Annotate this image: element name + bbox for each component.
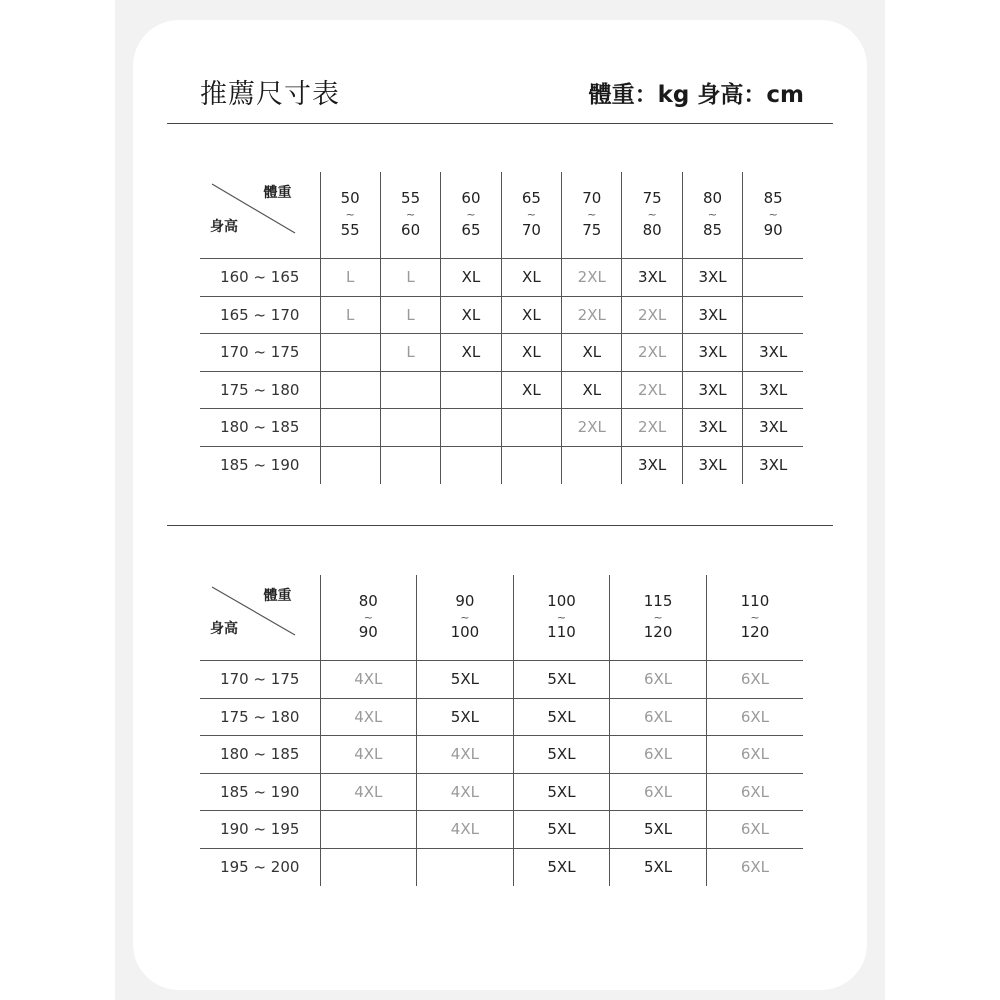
size-cell bbox=[417, 848, 514, 886]
table-row bbox=[200, 446, 803, 484]
weight-label: 體重 bbox=[263, 588, 292, 604]
weight-from: 55 bbox=[401, 189, 421, 208]
weight-range-header bbox=[501, 172, 561, 259]
size-cell: XL bbox=[562, 371, 622, 409]
table-row bbox=[200, 661, 803, 699]
weight-label: 體重 bbox=[263, 185, 292, 201]
weight-to: 90 bbox=[763, 220, 783, 239]
table-row bbox=[200, 811, 803, 849]
size-cell: 6XL bbox=[610, 773, 707, 811]
size-cell: 6XL bbox=[706, 848, 803, 886]
size-table-1 bbox=[200, 172, 803, 484]
weight-from: 90 bbox=[455, 591, 475, 610]
size-cell: 2XL bbox=[622, 409, 682, 447]
weight-to: 70 bbox=[521, 220, 541, 239]
weight-range-header bbox=[380, 172, 440, 259]
height-range: 170 ~ 175 bbox=[200, 661, 320, 699]
size-cell: XL bbox=[501, 334, 561, 372]
size-cell bbox=[320, 811, 417, 849]
weight-to: 80 bbox=[642, 220, 662, 239]
size-cell: XL bbox=[441, 296, 501, 334]
size-cell: L bbox=[320, 259, 380, 297]
size-cell bbox=[441, 446, 501, 484]
size-cell: 3XL bbox=[682, 446, 742, 484]
size-cell: XL bbox=[501, 259, 561, 297]
size-cell: 6XL bbox=[706, 773, 803, 811]
tilde: ~ bbox=[556, 610, 567, 624]
size-cell: 3XL bbox=[682, 334, 742, 372]
size-cell: 5XL bbox=[417, 661, 514, 699]
corner-cell bbox=[200, 172, 320, 259]
weight-to: 60 bbox=[401, 220, 421, 239]
table-row bbox=[200, 736, 803, 774]
weight-from: 80 bbox=[358, 591, 378, 610]
size-cell: 6XL bbox=[706, 811, 803, 849]
size-cell: 6XL bbox=[706, 661, 803, 699]
size-cell: 5XL bbox=[513, 773, 610, 811]
tilde: ~ bbox=[768, 208, 778, 222]
size-cell: 6XL bbox=[706, 736, 803, 774]
tilde: ~ bbox=[466, 208, 476, 222]
tilde: ~ bbox=[750, 610, 760, 624]
weight-to: 55 bbox=[340, 220, 360, 239]
size-cell: 3XL bbox=[682, 259, 742, 297]
table-row bbox=[200, 773, 803, 811]
size-cell bbox=[743, 259, 803, 297]
size-cell bbox=[441, 371, 501, 409]
weight-to: 75 bbox=[582, 220, 602, 239]
size-cell: 4XL bbox=[417, 811, 514, 849]
size-cell: 3XL bbox=[682, 296, 742, 334]
tilde: ~ bbox=[647, 208, 657, 222]
table-row bbox=[200, 334, 803, 372]
size-cell bbox=[501, 409, 561, 447]
size-cell bbox=[320, 446, 380, 484]
table-row bbox=[200, 848, 803, 886]
size-cell: 4XL bbox=[320, 736, 417, 774]
weight-to: 85 bbox=[702, 220, 723, 239]
weight-from: 50 bbox=[340, 189, 360, 208]
size-cell bbox=[380, 371, 440, 409]
weight-from: 65 bbox=[521, 189, 541, 208]
weight-from: 115 bbox=[643, 591, 673, 610]
size-cell: 3XL bbox=[743, 446, 803, 484]
size-cell: 4XL bbox=[320, 773, 417, 811]
weight-range-header bbox=[320, 172, 380, 259]
size-cell bbox=[320, 334, 380, 372]
size-cell: L bbox=[380, 259, 440, 297]
weight-to: 65 bbox=[461, 220, 481, 239]
size-cell: XL bbox=[501, 371, 561, 409]
size-cell: 3XL bbox=[682, 371, 742, 409]
corner-cell bbox=[200, 575, 320, 661]
size-cell bbox=[441, 409, 501, 447]
size-cell: 5XL bbox=[513, 811, 610, 849]
size-cell: XL bbox=[441, 259, 501, 297]
size-cell: 2XL bbox=[622, 334, 682, 372]
height-range: 165 ~ 170 bbox=[200, 296, 320, 334]
weight-from: 110 bbox=[740, 591, 770, 610]
weight-range-header bbox=[706, 575, 803, 661]
size-cell: 3XL bbox=[682, 409, 742, 447]
tilde: ~ bbox=[587, 208, 597, 222]
size-cell: 6XL bbox=[610, 736, 707, 774]
size-cell: 4XL bbox=[320, 698, 417, 736]
table-row bbox=[200, 409, 803, 447]
tilde: ~ bbox=[526, 208, 536, 222]
size-cell: 3XL bbox=[743, 371, 803, 409]
tilde: ~ bbox=[707, 208, 718, 222]
height-range: 195 ~ 200 bbox=[220, 858, 300, 876]
height-range: 180 ~ 185 bbox=[200, 409, 320, 447]
size-cell: 5XL bbox=[513, 698, 610, 736]
size-cell: 6XL bbox=[706, 698, 803, 736]
size-cell: 5XL bbox=[513, 661, 610, 699]
size-cell bbox=[501, 446, 561, 484]
size-cell: 2XL bbox=[562, 296, 622, 334]
height-range: 170 ~ 175 bbox=[200, 334, 320, 372]
size-cell bbox=[380, 409, 440, 447]
size-cell: 5XL bbox=[513, 848, 610, 886]
weight-range-header bbox=[610, 575, 707, 661]
weight-range-header bbox=[562, 172, 622, 259]
weight-from: 80 bbox=[702, 189, 723, 208]
tilde: ~ bbox=[653, 610, 663, 624]
page-title: 推薦尺寸表 bbox=[200, 79, 340, 110]
size-cell bbox=[320, 848, 417, 886]
size-cell: 2XL bbox=[562, 409, 622, 447]
tilde: ~ bbox=[460, 610, 470, 624]
size-cell: L bbox=[380, 334, 440, 372]
size-cell: L bbox=[380, 296, 440, 334]
weight-from: 70 bbox=[582, 189, 602, 208]
table-row bbox=[200, 371, 803, 409]
weight-range-header bbox=[743, 172, 803, 259]
section-divider bbox=[167, 525, 833, 526]
height-label: 身高 bbox=[210, 621, 238, 637]
size-cell: 5XL bbox=[513, 736, 610, 774]
size-cell bbox=[562, 446, 622, 484]
height-range: 180 ~ 185 bbox=[200, 736, 320, 774]
size-cell: 5XL bbox=[417, 698, 514, 736]
weight-to: 100 bbox=[450, 623, 480, 642]
weight-range-header bbox=[682, 172, 742, 259]
size-cell: 6XL bbox=[610, 698, 707, 736]
size-cell: 4XL bbox=[417, 773, 514, 811]
weight-to: 110 bbox=[547, 623, 576, 642]
size-cell: 3XL bbox=[622, 259, 682, 297]
size-cell: XL bbox=[562, 334, 622, 372]
size-cell: 2XL bbox=[622, 296, 682, 334]
table-row bbox=[200, 259, 803, 297]
weight-range-header bbox=[417, 575, 514, 661]
height-range: 190 ~ 195 bbox=[200, 811, 320, 849]
weight-to: 120 bbox=[740, 623, 770, 642]
size-table-2 bbox=[200, 575, 803, 886]
diagonal-line bbox=[200, 172, 320, 258]
size-cell: 2XL bbox=[622, 371, 682, 409]
size-cell: 2XL bbox=[562, 259, 622, 297]
table-row bbox=[200, 698, 803, 736]
size-cell: XL bbox=[501, 296, 561, 334]
tilde: ~ bbox=[363, 610, 373, 624]
height-range: 160 ~ 165 bbox=[200, 259, 320, 297]
size-cell bbox=[320, 371, 380, 409]
tilde: ~ bbox=[405, 208, 416, 222]
weight-from: 85 bbox=[763, 189, 783, 208]
size-cell: 4XL bbox=[320, 661, 417, 699]
weight-range-header bbox=[622, 172, 682, 259]
size-cell: 3XL bbox=[622, 446, 682, 484]
title-divider bbox=[167, 123, 833, 124]
header-row bbox=[200, 172, 803, 259]
size-cell bbox=[743, 296, 803, 334]
weight-from: 75 bbox=[642, 189, 662, 208]
height-label: 身高 bbox=[210, 219, 238, 235]
weight-range-header bbox=[513, 575, 610, 661]
table-row bbox=[200, 296, 803, 334]
header-row bbox=[200, 575, 803, 661]
size-cell: 4XL bbox=[417, 736, 514, 774]
size-cell: 5XL bbox=[610, 811, 707, 849]
units-label: 體重：kg 身高：cm bbox=[588, 82, 804, 108]
height-range: 185 ~ 190 bbox=[220, 456, 300, 474]
weight-range-header bbox=[320, 575, 417, 661]
size-cell bbox=[380, 446, 440, 484]
size-cell: 5XL bbox=[610, 848, 707, 886]
weight-from: 60 bbox=[461, 189, 481, 208]
size-cell: L bbox=[320, 296, 380, 334]
tilde: ~ bbox=[345, 208, 355, 222]
size-cell: 6XL bbox=[610, 661, 707, 699]
height-range: 175 ~ 180 bbox=[200, 698, 320, 736]
weight-from: 100 bbox=[547, 591, 576, 610]
weight-to: 90 bbox=[358, 623, 378, 642]
size-cell: 3XL bbox=[743, 334, 803, 372]
size-cell: 3XL bbox=[743, 409, 803, 447]
size-cell: XL bbox=[441, 334, 501, 372]
weight-range-header bbox=[441, 172, 501, 259]
weight-to: 120 bbox=[643, 623, 673, 642]
height-range: 185 ~ 190 bbox=[200, 773, 320, 811]
height-range: 175 ~ 180 bbox=[200, 371, 320, 409]
size-cell bbox=[320, 409, 380, 447]
